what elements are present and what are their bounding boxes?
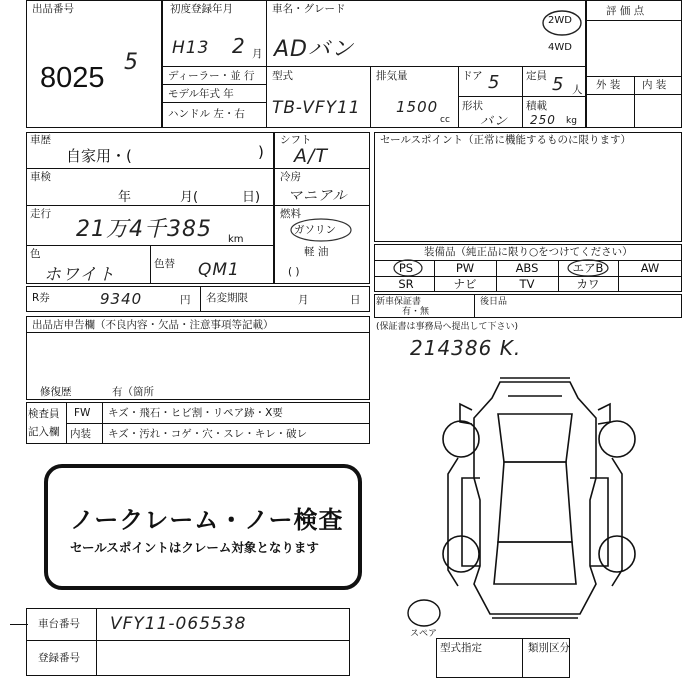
equip-pw: PW [455, 261, 475, 275]
cc-unit: cc [440, 115, 450, 125]
model-year-label: モデル年式 年 [168, 88, 234, 100]
chassis-value: VFY11-065538 [110, 614, 247, 634]
equip-ps-circle-icon [392, 258, 424, 278]
dealer-label: ディーラー・並 行 [168, 70, 255, 82]
inspector-label-2: 記入欄 [28, 426, 60, 438]
no-claim-subtitle: セールスポイントはクレーム対象となります [70, 540, 319, 555]
drive-4wd: 4WD [548, 42, 572, 53]
load-unit: kg [566, 116, 577, 126]
warranty-handwritten: 214386 K. [410, 336, 522, 360]
recycle-label: R券 [32, 292, 50, 304]
shift-label: シフト [280, 134, 312, 146]
first-reg-month: 2 [232, 34, 246, 58]
type-designation-label: 型式指定 [440, 642, 482, 654]
recycle-box [26, 286, 370, 312]
handle-label: ハンドル 左・右 [168, 108, 245, 120]
load-value: 250 [530, 113, 556, 127]
color-value: ホワイト [44, 265, 116, 285]
model-name-label: 車名・グレード [272, 3, 346, 15]
equip-aw: AW [640, 261, 660, 275]
model-name-value: ADバン [274, 37, 354, 62]
lot-number-label: 出品番号 [32, 3, 74, 15]
reg-label: 登録番号 [38, 652, 80, 664]
name-change-label: 名変期限 [206, 292, 248, 304]
color-code-label: 色替 [154, 258, 175, 270]
inspection-month: 月( [180, 190, 199, 205]
capacity-label: 定員 [526, 70, 547, 82]
new-car-warranty-label: 新車保証書 [376, 297, 422, 307]
fuel-gas: ガソリン [294, 224, 336, 236]
history-label: 車歴 [30, 134, 51, 146]
equip-leather: カワ [576, 277, 600, 291]
expiry-label: 後日品 [480, 297, 508, 307]
displacement-label: 排気量 [376, 70, 408, 82]
type-label: 型式 [272, 70, 293, 82]
equip-airbag-circle-icon [566, 258, 610, 278]
ac-value: マニアル [288, 188, 348, 204]
fuel-paren: ( ) [288, 266, 300, 278]
inspector-fw-items: キズ・飛石・ヒビ割・リペア跡・X要 [108, 407, 283, 419]
type-value: TB-VFY11 [272, 98, 361, 118]
color-code-value: QM1 [198, 260, 240, 280]
doors-label: ドア [462, 70, 483, 82]
fuel-diesel: 軽 油 [304, 246, 329, 258]
name-change-month: 月 [298, 294, 309, 306]
equip-navi: ナビ [453, 277, 477, 291]
yen-unit: 円 [180, 294, 191, 306]
chassis-label: 車台番号 [38, 618, 80, 630]
equip-tv: TV [519, 277, 535, 291]
wheel-front-right-icon [596, 418, 638, 460]
inspection-label: 車検 [30, 171, 51, 183]
load-label: 積載 [526, 100, 547, 112]
capacity-value: 5 [552, 74, 565, 95]
lot-number-value: 8025 [40, 62, 105, 94]
inspector-interior-items: キズ・汚れ・コゲ・穴・スレ・キレ・破レ [108, 428, 308, 440]
drive-2wd-circle-icon [540, 8, 584, 38]
name-change-day: 日 [350, 294, 361, 306]
spare-tire-icon [406, 598, 442, 628]
warranty-note: (保証書は事務局へ提出して下さい) [376, 322, 519, 332]
km-unit: km [228, 234, 244, 245]
wheel-rear-left-icon [440, 533, 482, 575]
sales-point-label: セールスポイント（正常に機能するものに限ります） [380, 134, 632, 146]
inspector-fw: FW [74, 407, 91, 419]
rating-label: 評 価 点 [606, 5, 645, 17]
equip-airbag: エアB [572, 261, 604, 275]
first-reg-era: H13 [172, 38, 210, 58]
car-body-diagram [400, 370, 670, 630]
inspector-label-1: 検査員 [28, 408, 60, 420]
first-reg-label: 初度登録年月 [170, 3, 233, 15]
equip-ps: PS [398, 261, 414, 275]
lot-mark: 5 [124, 50, 139, 75]
equip-sr: SR [398, 277, 414, 291]
spare-label: スペア [410, 629, 438, 639]
history-close: ) [258, 143, 264, 161]
inspector-interior: 内装 [70, 428, 91, 440]
doors-value: 5 [488, 72, 501, 93]
category-label: 類別区分 [528, 642, 570, 654]
inspection-year: 年 [118, 190, 132, 205]
displacement-value: 1500 [396, 98, 439, 116]
shift-value: A/T [294, 145, 329, 167]
chassis-pointer-line [10, 624, 28, 625]
color-label: 色 [30, 248, 41, 260]
sales-point-box [374, 132, 682, 242]
inspection-day: 日) [242, 190, 261, 205]
equip-abs: ABS [515, 261, 539, 275]
exterior-label: 外 装 [596, 79, 621, 91]
new-car-warranty-value: 有・無 [402, 307, 430, 317]
history-value: 自家用・( [66, 147, 132, 165]
capacity-unit: 人 [572, 84, 583, 96]
interior-label: 内 装 [642, 79, 667, 91]
repair-value: 有（箇所 [112, 386, 154, 398]
fuel-gas-circle-icon [288, 216, 354, 244]
recycle-value: 9340 [100, 290, 143, 308]
ac-label: 冷房 [280, 171, 301, 183]
repair-label: 修復歴 [40, 386, 72, 398]
wheel-rear-right-icon [596, 533, 638, 575]
mileage-label: 走行 [30, 208, 51, 220]
shape-label: 形状 [462, 100, 483, 112]
drive-2wd: 2WD [548, 15, 572, 26]
wheel-front-left-icon [440, 418, 482, 460]
first-reg-month-unit: 月 [252, 48, 263, 60]
equipment-title: 装備品（純正品に限り○をつけてください） [424, 246, 633, 258]
report-title: 出品店申告欄（不良内容・欠品・注意事項等記載） [32, 319, 274, 331]
fuel-label: 燃料 [280, 208, 301, 220]
shape-value: バン [480, 114, 509, 129]
no-claim-title: ノークレーム・ノー検査 [70, 506, 344, 534]
mileage-value: 21万4千385 [76, 217, 212, 242]
